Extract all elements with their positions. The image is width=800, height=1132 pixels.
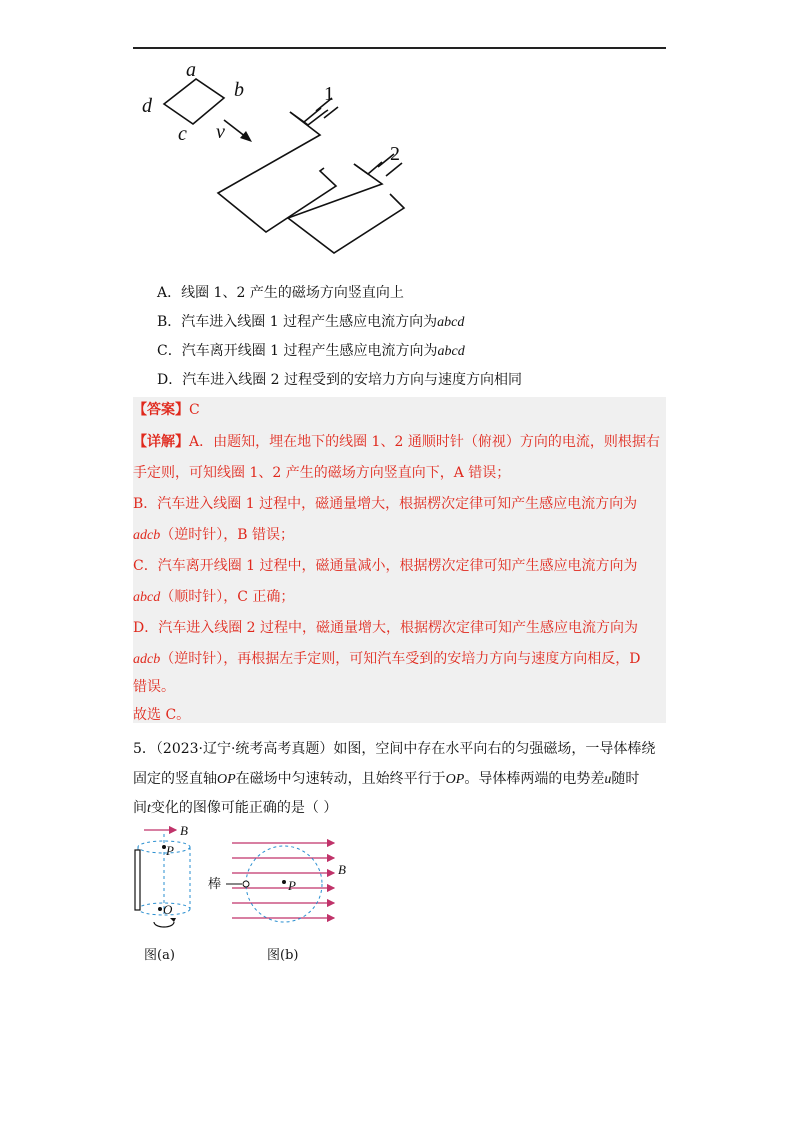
label-d: d [142,95,152,117]
detail-line-5: C．汽车离开线圈 1 过程中，磁通量减小，根据楞次定律可知产生感应电流方向为 [133,558,638,574]
detail-tag: 【详解】 [133,434,189,450]
q5-em-t: t [147,801,151,816]
velocity-arrow [224,120,246,137]
top-rule [133,47,666,49]
velocity-arrowhead [240,131,252,142]
coil-2-label: 2 [390,143,400,165]
fig-a-label-p: P [166,843,174,858]
option-b [157,312,464,333]
coil-1-wire2 [324,107,338,118]
q5-text-c: 在磁场中匀速转动，且始终平行于 [235,771,446,787]
q5-em-op1: OP [217,772,236,787]
q5-em-op2: OP [445,772,465,787]
coil-1-label: 1 [324,83,334,105]
point-p-b [282,880,286,884]
detail-line-10: 故选 C。 [133,707,191,723]
detail-text-8: （逆时针），再根据左手定则，可知汽车受到的安培力方向与速度方向相反，D [160,651,641,667]
loop-abcd [164,79,224,124]
label-c: c [178,123,187,145]
answer-tag: 【答案】 [133,402,189,418]
detail-em-8: adcb [133,652,161,667]
option-b-text: B．汽车进入线圈 1 过程产生感应电流方向为 [157,314,438,330]
q5-text-g: 随时 [611,771,640,787]
detail-line-8 [133,649,640,670]
option-d: D．汽车进入线圈 2 过程受到的安培力方向与速度方向相同 [157,372,523,388]
conducting-rod [135,850,140,910]
point-o-a [158,907,162,911]
detail-line-2: 手定则，可知线圈 1、2 产生的磁场方向竖直向下，A 错误； [133,465,511,481]
q5-text-3c: 变化的图像可能正确的是（ ） [150,800,338,816]
fig-b-rod-label: 棒 [208,877,222,892]
detail-line-9: 错误。 [133,679,175,695]
coil-2-lead [354,162,382,174]
option-c-text: C．汽车离开线圈 1 过程产生感应电流方向为 [157,343,438,359]
detail-text-1: A．由题知，埋在地下的线圈 1、2 通顺时针（俯视）方向的电流，则根据右 [189,434,660,450]
option-c [157,341,465,362]
question-5-line-2 [133,769,639,790]
coil-2 [288,164,404,253]
q5-text-3a: 间 [133,800,147,816]
rotation-arrow-icon [154,922,174,927]
detail-line-3: B．汽车进入线圈 1 过程中，磁通量增大，根据楞次定律可知产生感应电流方向为 [133,496,638,512]
question-5-line-3 [133,798,337,819]
detail-line-4 [133,525,294,546]
answer-line [133,400,200,420]
fig-a-label-o: O [163,902,173,917]
detail-em-4: adcb [133,528,161,543]
detail-text-4: （逆时针），B 错误； [160,527,294,543]
caption-fig-b: 图(b) [267,948,299,963]
coil-figure [138,60,428,260]
option-a: A．线圈 1、2 产生的磁场方向竖直向上 [157,285,404,301]
option-c-em: abcd [437,344,465,359]
detail-line-6 [133,587,294,608]
answer-value: C [189,402,200,418]
option-b-em: abcd [437,315,465,330]
q5-em-u: u [604,772,612,787]
question-5-line-1: 5．（2023·辽宁·统考高考真题）如图，空间中存在水平向右的匀强磁场，一导体棒绕 [133,741,656,757]
rod-cross-section [243,881,249,887]
label-v: v [216,121,225,143]
fig-b-label-b: B [338,862,346,877]
detail-line-7: D．汽车进入线圈 2 过程中，磁通量增大，根据楞次定律可知产生感应电流方向为 [133,620,639,636]
fig-a-label-b: B [180,823,188,838]
rotation-arrowhead-icon [170,918,176,922]
q5-text-a: 固定的竖直轴 [133,771,217,787]
caption-fig-a: 图(a) [144,948,175,963]
detail-text-6: （顺时针），C 正确； [160,589,295,605]
q5-text-e: 。导体棒两端的电势差 [464,771,605,787]
detail-line-1 [133,432,660,452]
fig-b-label-p: P [288,878,296,893]
detail-em-6: abcd [133,590,161,605]
label-b: b [234,79,244,101]
label-a: a [186,60,196,81]
